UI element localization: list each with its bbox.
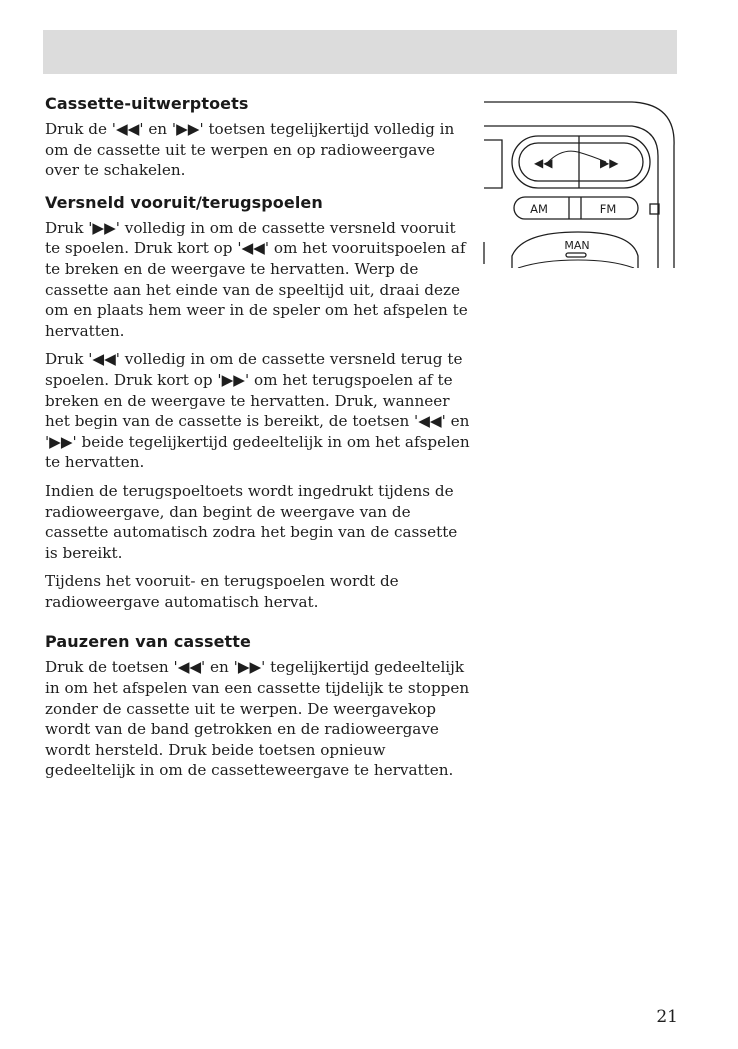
section-heading: Pauzeren van cassette — [45, 632, 251, 652]
paragraph: Druk '▶▶' volledig in om de cassette versneld vooruit te spoelen. Druk kort op '◀◀' om het vooruitspoelen af te breken en de weergave te hervatten. Werp de cassette aan het einde van de speeltijd uit, draai deze om en plaats hem weer in de speler om het afspelen te hervatten. — [45, 218, 468, 340]
paragraph: Druk de toetsen '◀◀' en '▶▶' tegelijkertijd gedeeltelijk in om het afspelen van een cassette tijdelijk te stoppen zonder de cassette uit te werpen. De weergavekop wordt van de band getrokken en de radioweergave wordt hersteld. Druk beide toetsen opnieuw gedeeltelijk in om de cassetteweergave te hervatten. — [45, 658, 470, 780]
forward-icon: ▶▶ — [600, 156, 619, 170]
fm-label: FM — [599, 202, 617, 216]
radio-panel-illustration — [482, 96, 678, 268]
page-content — [45, 94, 470, 789]
paragraph: Tijdens het vooruit- en terugspoelen wordt de radioweergave automatisch hervat. — [45, 572, 399, 611]
section-eject — [45, 94, 470, 181]
cassette-slot — [484, 140, 502, 188]
eject-arc — [548, 151, 606, 162]
paragraph: Indien de terugspoeltoets wordt ingedrukt tijdens de radioweergave, dan begint de weergave van de cassette automatisch zodra het begin van de cassette is bereikt. — [45, 481, 458, 562]
section-heading: Versneld vooruit/terugspoelen — [45, 192, 323, 212]
man-lower-arc — [518, 260, 634, 268]
paragraph: Druk '◀◀' volledig in om de cassette versneld terug te spoelen. Druk kort op '▶▶' om het terugspoelen af te breken en de weergave te hervatten. Druk, wanneer het begin van de cassette is bereikt, de toetsen '◀◀' en '▶▶' beide tegelijkertijd gedeeltelijk in om het afspelen te hervatten. — [45, 350, 470, 472]
rewind-icon: ◀◀ — [534, 156, 553, 170]
section-pause — [45, 632, 470, 781]
paragraph: Druk de '◀◀' en '▶▶' toetsen tegelijkertijd volledig in om de cassette uit te werpen en op radioweergave over te schakelen. — [45, 120, 455, 180]
man-indicator — [566, 253, 586, 257]
section-winding — [45, 193, 470, 613]
man-label: MAN — [564, 239, 590, 252]
section-heading: Cassette-uitwerptoets — [45, 94, 249, 113]
page-number: 21 — [656, 1007, 678, 1027]
header-band — [43, 30, 677, 74]
am-label: AM — [530, 202, 548, 216]
